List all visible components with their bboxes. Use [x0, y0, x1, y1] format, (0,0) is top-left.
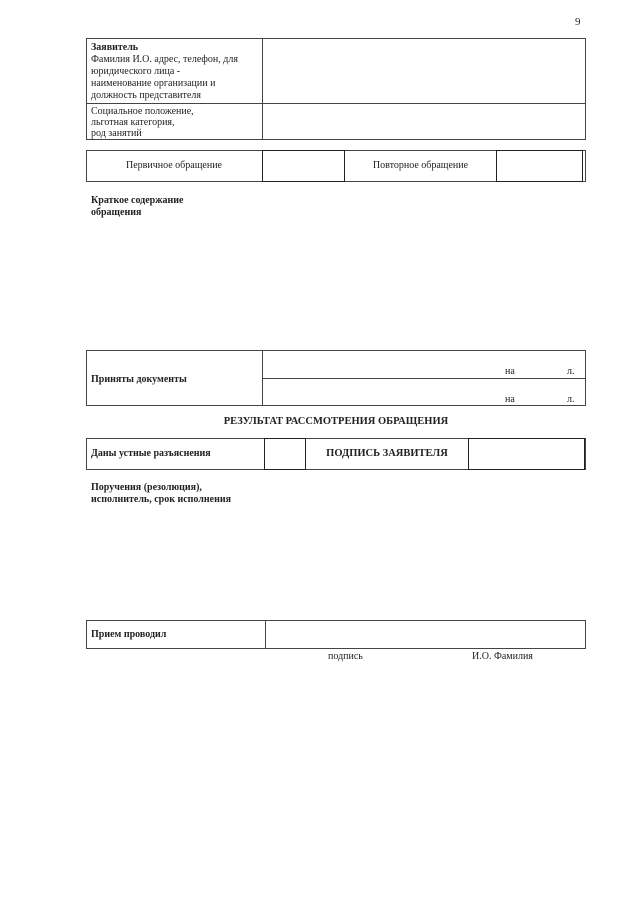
reception-label: Прием проводил	[91, 629, 167, 640]
page-number: 9	[575, 16, 581, 28]
instructions-field[interactable]	[86, 510, 586, 610]
oral-explanations-label: Даны устные разъяснения	[91, 448, 211, 459]
applicant-line: наименование организации и	[91, 78, 216, 89]
document-entry-2-na: на	[505, 394, 515, 405]
applicant-heading: Заявитель	[91, 42, 139, 53]
signature-caption: подпись	[328, 651, 363, 662]
social-value-field[interactable]	[263, 104, 585, 139]
documents-label: Приняты документы	[91, 374, 187, 385]
document-entry-1-na: на	[505, 366, 515, 377]
result-title: РЕЗУЛЬТАТ РАССМОТРЕНИЯ ОБРАЩЕНИЯ	[223, 416, 449, 427]
name-caption: И.О. Фамилия	[472, 651, 533, 662]
document-entry-1-field[interactable]	[263, 351, 585, 377]
repeat-appeal-label: Повторное обращение	[372, 160, 469, 171]
instructions-label: Поручения (резолюция),	[91, 482, 202, 493]
instructions-label: исполнитель, срок исполнения	[91, 494, 232, 505]
applicant-value-field[interactable]	[263, 39, 585, 102]
social-line: льготная категория,	[91, 117, 175, 128]
applicant-line: Фамилия И.О. адрес, телефон, для	[91, 54, 238, 65]
primary-appeal-label: Первичное обращение	[126, 160, 222, 171]
applicant-line: юридического лица -	[91, 66, 181, 77]
summary-label: обращения	[91, 207, 142, 218]
reception-signature-field[interactable]	[266, 621, 585, 648]
applicant-signature-label: ПОДПИСЬ ЗАЯВИТЕЛЯ	[326, 448, 448, 459]
social-line: Социальное положение,	[91, 106, 194, 117]
primary-appeal-checkbox[interactable]	[262, 150, 345, 182]
document-entry-2-sheets: л.	[567, 394, 575, 405]
summary-label: Краткое содержание	[91, 195, 184, 206]
oral-explanations-checkbox[interactable]	[264, 438, 306, 470]
document-entry-2-field[interactable]	[263, 379, 585, 405]
applicant-line: должность представителя	[91, 90, 201, 101]
repeat-appeal-checkbox[interactable]	[496, 150, 583, 182]
document-entry-1-sheets: л.	[567, 366, 575, 377]
summary-field[interactable]	[86, 222, 586, 342]
social-line: род занятий	[91, 128, 142, 139]
applicant-signature-field[interactable]	[468, 438, 585, 470]
